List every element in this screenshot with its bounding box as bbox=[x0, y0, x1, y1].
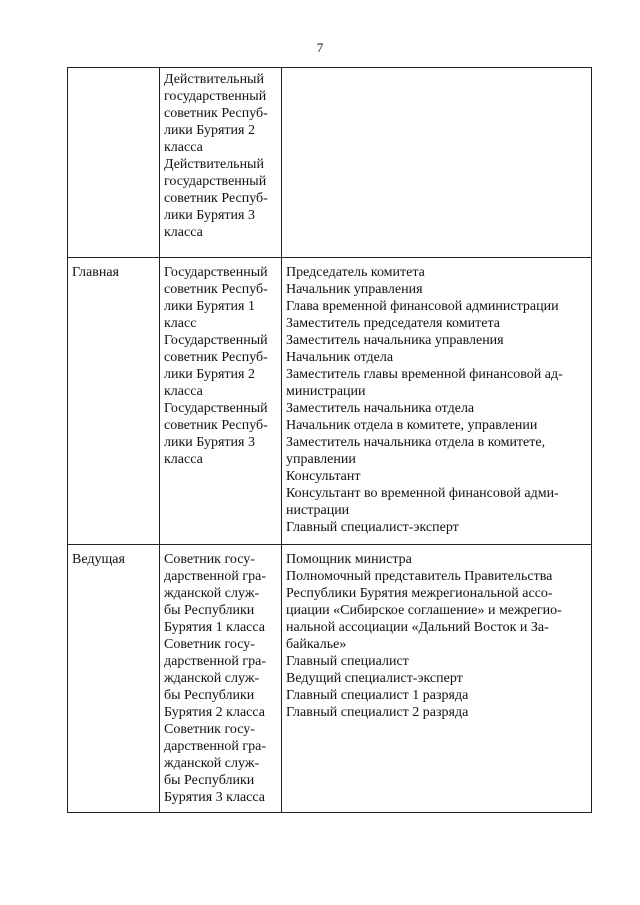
text-line: Заместитель председателя комитета bbox=[286, 316, 500, 331]
text-line: Помощник министра bbox=[286, 552, 412, 567]
text-line: класс bbox=[164, 316, 197, 331]
class-list bbox=[164, 264, 278, 468]
table-row bbox=[68, 258, 592, 545]
text-line: советник Респуб- bbox=[164, 418, 268, 433]
positions-cell bbox=[282, 68, 592, 258]
text-line: Действительный bbox=[164, 157, 264, 172]
positions-list bbox=[286, 264, 588, 536]
text-line: жданской служ- bbox=[164, 671, 260, 686]
class-cell bbox=[160, 258, 282, 545]
group-name: Ведущая bbox=[72, 552, 125, 567]
text-line: циации «Сибирское соглашение» и межрегио- bbox=[286, 603, 562, 618]
text-line: Советник госу- bbox=[164, 637, 255, 652]
positions-cell bbox=[282, 258, 592, 545]
text-line: Советник госу- bbox=[164, 722, 255, 737]
text-line: лики Бурятия 1 bbox=[164, 299, 255, 314]
text-line: дарственной гра- bbox=[164, 654, 267, 669]
text-line: лики Бурятия 2 bbox=[164, 123, 255, 138]
text-line: класса bbox=[164, 452, 203, 467]
text-line: государственный bbox=[164, 89, 267, 104]
table-row bbox=[68, 68, 592, 258]
text-line: Заместитель начальника управления bbox=[286, 333, 504, 348]
text-line: Заместитель главы временной финансовой ад- bbox=[286, 367, 563, 382]
text-line: жданской служ- bbox=[164, 586, 260, 601]
text-line: Консультант во временной финансовой адми- bbox=[286, 486, 559, 501]
group-name: Главная bbox=[72, 265, 119, 280]
class-cell bbox=[160, 545, 282, 813]
page-number: 7 bbox=[316, 40, 324, 55]
text-line: бы Республики bbox=[164, 688, 255, 703]
text-line: советник Респуб- bbox=[164, 191, 268, 206]
text-line: Государственный bbox=[164, 401, 268, 416]
text-line: бы Республики bbox=[164, 773, 255, 788]
text-line: Республики Бурятия межрегиональной ассо- bbox=[286, 586, 553, 601]
text-line: советник Респуб- bbox=[164, 106, 268, 121]
text-line: Полномочный представитель Правительства bbox=[286, 569, 553, 584]
text-line: Главный специалист bbox=[286, 654, 409, 669]
positions-cell bbox=[282, 545, 592, 813]
text-line: Консультант bbox=[286, 469, 361, 484]
class-list bbox=[164, 71, 278, 241]
text-line: Начальник управления bbox=[286, 282, 423, 297]
positions-list bbox=[286, 551, 588, 721]
text-line: байкалье» bbox=[286, 637, 347, 652]
text-line: Заместитель начальника отдела bbox=[286, 401, 475, 416]
text-line: Заместитель начальника отдела в комитете, bbox=[286, 435, 546, 450]
group-cell bbox=[68, 68, 160, 258]
positions-table bbox=[67, 67, 592, 813]
text-line: лики Бурятия 3 bbox=[164, 435, 255, 450]
text-line: дарственной гра- bbox=[164, 569, 267, 584]
text-line: Ведущий специалист-эксперт bbox=[286, 671, 463, 686]
text-line: лики Бурятия 3 bbox=[164, 208, 255, 223]
text-line: Глава временной финансовой администрации bbox=[286, 299, 559, 314]
text-line: советник Респуб- bbox=[164, 350, 268, 365]
text-line: государственный bbox=[164, 174, 267, 189]
text-line: класса bbox=[164, 384, 203, 399]
text-line: министрации bbox=[286, 384, 366, 399]
text-line: жданской служ- bbox=[164, 756, 260, 771]
text-line: Главный специалист-эксперт bbox=[286, 520, 459, 535]
text-line: Государственный bbox=[164, 333, 268, 348]
text-line: Бурятия 1 класса bbox=[164, 620, 265, 635]
text-line: лики Бурятия 2 bbox=[164, 367, 255, 382]
text-line: управлении bbox=[286, 452, 356, 467]
text-line: Начальник отдела bbox=[286, 350, 394, 365]
text-line: нальной ассоциации «Дальний Восток и За- bbox=[286, 620, 549, 635]
class-list bbox=[164, 551, 278, 806]
text-line: Председатель комитета bbox=[286, 265, 425, 280]
text-line: советник Респуб- bbox=[164, 282, 268, 297]
text-line: дарственной гра- bbox=[164, 739, 267, 754]
group-cell bbox=[68, 258, 160, 545]
text-line: класса bbox=[164, 140, 203, 155]
text-line: нистрации bbox=[286, 503, 350, 518]
text-line: бы Республики bbox=[164, 603, 255, 618]
table-row bbox=[68, 545, 592, 813]
text-line: класса bbox=[164, 225, 203, 240]
text-line: Действительный bbox=[164, 72, 264, 87]
text-line: Главный специалист 1 разряда bbox=[286, 688, 469, 703]
text-line: Бурятия 2 класса bbox=[164, 705, 265, 720]
class-cell bbox=[160, 68, 282, 258]
text-line: Начальник отдела в комитете, управлении bbox=[286, 418, 538, 433]
text-line: Государственный bbox=[164, 265, 268, 280]
text-line: Главный специалист 2 разряда bbox=[286, 705, 469, 720]
group-cell bbox=[68, 545, 160, 813]
text-line: Советник госу- bbox=[164, 552, 255, 567]
text-line: Бурятия 3 класса bbox=[164, 790, 265, 805]
